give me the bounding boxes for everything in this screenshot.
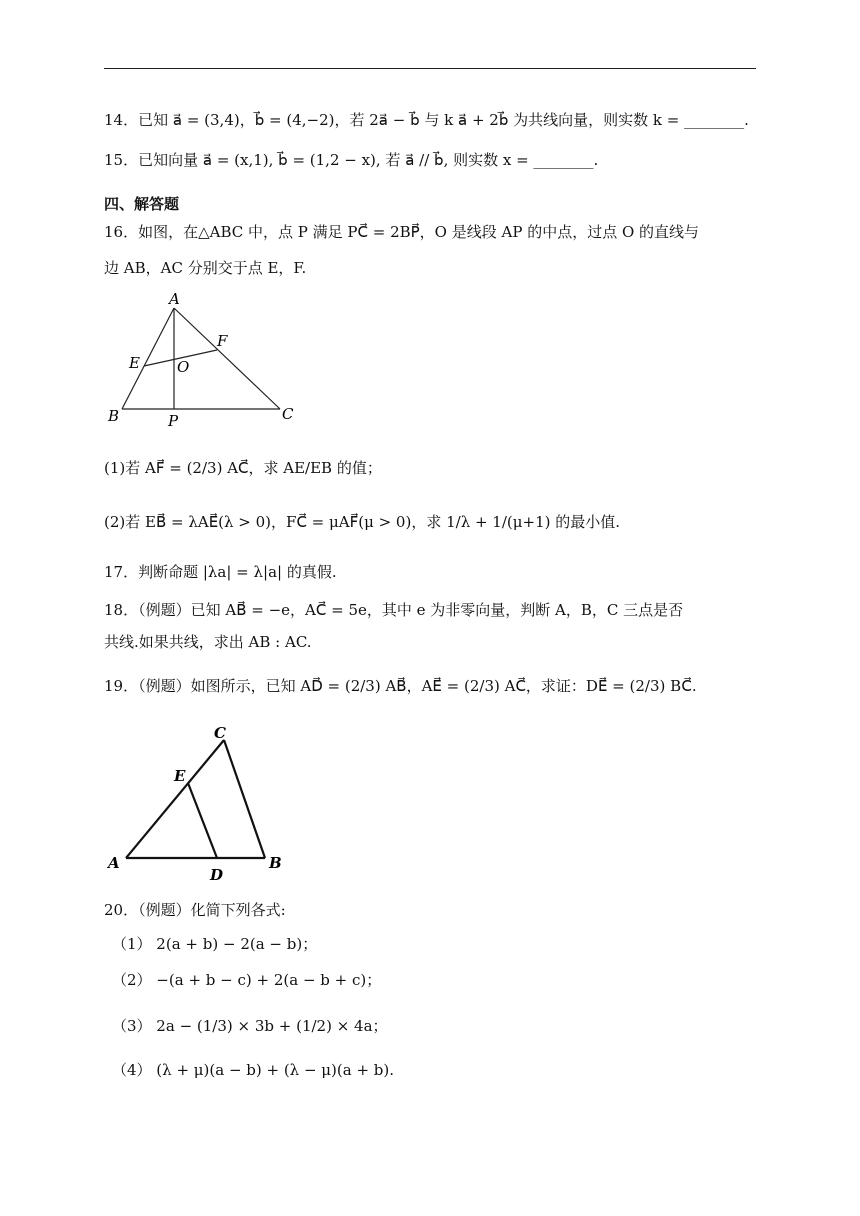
label-E: E — [129, 354, 140, 372]
problem-20: 20．（例题）化简下列各式: — [104, 901, 286, 919]
problem-16-line1: 16．如图，在△ABC 中，点 P 满足 PC⃗ = 2BP⃗，O 是线段 AP 的中点，过点 O 的直线与 — [104, 223, 700, 241]
problem-20-item-1: （1） 2(a + b) − 2(a − b)； — [112, 935, 318, 953]
figure-16-triangle — [104, 288, 304, 433]
label-B: B — [108, 407, 120, 425]
problem-18-line2: 共线.如果共线，求出 AB : AC. — [104, 633, 312, 651]
problem-20-item-2: （2） −(a + b − c) + 2(a − b + c)； — [112, 971, 382, 989]
problem-17: 17．判断命题 |λa| = λ|a| 的真假. — [104, 563, 337, 581]
problem-19: 19．（例题）如图所示，已知 AD⃗ = (2/3) AB⃗，AE⃗ = (2/3) AC⃗，求证：DE⃗ = (2/3) BC⃗. — [104, 677, 697, 695]
label-D: D — [210, 866, 224, 884]
label-P: P — [168, 412, 179, 430]
label-A: A — [169, 290, 180, 308]
problem-16-q2: (2)若 EB⃗ = λAE⃗(λ > 0)，FC⃗ = μAF⃗(μ > 0)，求 1/λ + 1/(μ+1) 的最小值. — [104, 513, 621, 531]
problem-16-line2: 边 AB，AC 分别交于点 E，F. — [104, 259, 307, 277]
label-E: E — [174, 767, 186, 785]
label-B: B — [269, 854, 282, 872]
label-A: A — [108, 854, 120, 872]
header-rule — [104, 68, 756, 69]
problem-15: 15．已知向量 a⃗ = (x,1), b⃗ = (1,2 − x), 若 a⃗ // b⃗, 则实数 x = ________. — [104, 151, 599, 169]
label-O: O — [177, 358, 190, 376]
problem-20-item-4: （4） (λ + μ)(a − b) + (λ − μ)(a + b). — [112, 1061, 395, 1079]
label-F: F — [217, 332, 228, 350]
label-C: C — [214, 724, 226, 742]
problem-18-line1: 18．（例题）已知 AB⃗ = −e，AC⃗ = 5e，其中 e 为非零向量，判断 A，B，C 三点是否 — [104, 601, 684, 619]
section-heading: 四、解答题 — [104, 195, 180, 213]
figure-19-triangle — [104, 718, 304, 888]
problem-14: 14．已知 a⃗ = (3,4)，b⃗ = (4,−2)，若 2a⃗ − b⃗ 与 k a⃗ + 2b⃗ 为共线向量，则实数 k = ________. — [104, 111, 749, 129]
label-C: C — [282, 405, 294, 423]
problem-20-item-3: （3） 2a − (1/3) × 3b + (1/2) × 4a； — [112, 1017, 388, 1035]
problem-16-q1: (1)若 AF⃗ = (2/3) AC⃗，求 AE/EB 的值； — [104, 459, 382, 477]
